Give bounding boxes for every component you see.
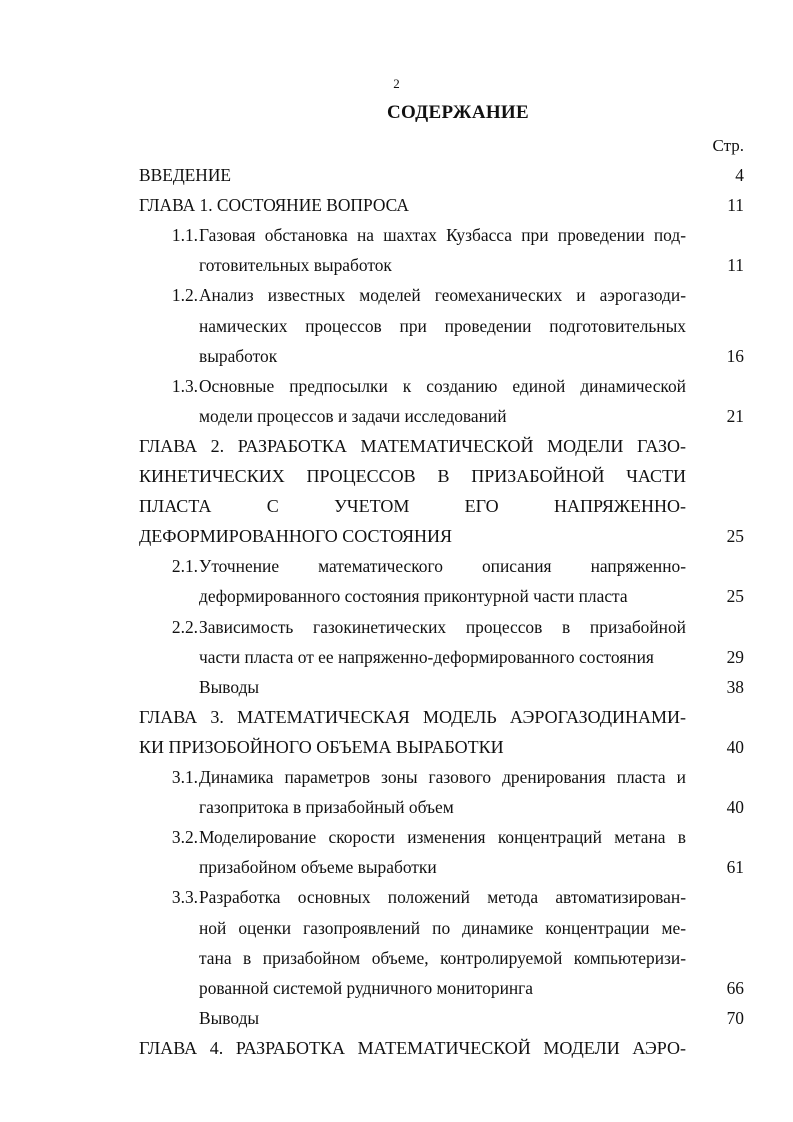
toc-entry-text: Динамика параметров зоны газового дренирования пласта и [199, 767, 686, 787]
toc-entry-text: Основные предпосылки к созданию единой динамической [199, 375, 686, 396]
toc-entry-number: 2.1. [171, 556, 198, 577]
toc-entry-text: ДЕФОРМИРОВАННОГО СОСТОЯНИЯ [139, 526, 452, 547]
toc-entry [0, 732, 793, 762]
toc-entry-text: намических процессов при проведении подготовительных [199, 315, 686, 336]
toc-entry-page: 25 [726, 526, 744, 547]
toc-entry [0, 702, 793, 732]
toc-entry-text: ПЛАСТА С УЧЕТОМ ЕГО НАПРЯЖЕННО- [139, 496, 686, 517]
toc-entry-text: части пласта от ее напряженно-деформированного состояния [199, 646, 654, 667]
toc-entry-page: 70 [726, 1007, 744, 1028]
toc-entry-text: готовительных выработок [199, 255, 392, 276]
page-number: 2 [393, 76, 400, 91]
toc-entry-text: ВВЕДЕНИЕ [139, 165, 232, 185]
toc-entry [0, 311, 793, 341]
toc-entry-page: 61 [726, 857, 744, 878]
page-column-header: Стр. [712, 136, 744, 155]
toc-entry-page: 21 [726, 405, 744, 426]
toc-entry-page: 4 [735, 165, 744, 185]
toc-entry-page: 29 [726, 646, 744, 667]
toc-entry-page: 16 [726, 345, 744, 366]
toc-entry-page: 40 [726, 797, 744, 818]
toc-entry-text: Газовая обстановка на шахтах Кузбасса при проведении под- [199, 225, 686, 246]
toc-entry [0, 1003, 793, 1033]
toc-entry [0, 822, 793, 852]
toc-entry [0, 190, 793, 220]
toc-entry-page: 40 [726, 736, 744, 757]
toc-entry-text: деформированного состояния приконтурной части пласта [199, 586, 628, 607]
toc-entry-page: 66 [726, 977, 744, 998]
toc-entry-text: ГЛАВА 2. РАЗРАБОТКА МАТЕМАТИЧЕСКОЙ МОДЕЛИ ГАЗО- [139, 435, 686, 456]
toc-entry-text: КИ ПРИЗОБОЙНОГО ОБЪЕМА ВЫРАБОТКИ [139, 736, 504, 757]
toc-entry-text: Разработка основных положений метода автоматизирован- [199, 887, 686, 908]
toc-entry-text: Зависимость газокинетических процессов в призабойной [199, 616, 686, 637]
toc-entry [0, 792, 793, 822]
toc-entry [0, 280, 793, 310]
toc-entry [0, 612, 793, 642]
toc-entry-text: Моделирование скорости изменения концентраций метана в [199, 827, 686, 848]
toc-entry [0, 401, 793, 431]
toc-entry [0, 581, 793, 611]
toc-entry [0, 973, 793, 1003]
toc-entry-text: призабойном объеме выработки [199, 857, 437, 878]
toc-entry-text: модели процессов и задачи исследований [199, 405, 507, 426]
toc-entry-text: газопритока в призабойный объем [199, 797, 454, 818]
toc-entry-text: Выводы [199, 676, 260, 697]
toc-entry [0, 882, 793, 912]
toc-entry [0, 913, 793, 943]
toc-entry [0, 160, 793, 190]
toc-entry-number: 2.2. [171, 616, 198, 637]
toc-entry [0, 371, 793, 401]
toc-entry-page: 25 [726, 586, 744, 607]
toc-entry-text: Выводы [199, 1007, 260, 1028]
toc-entry-page: 11 [727, 255, 744, 276]
toc-entry [0, 551, 793, 581]
toc-entry-page: 11 [727, 195, 744, 216]
toc-entry [0, 672, 793, 702]
toc-entry-text: ной оценки газопроявлений по динамике концентрации ме- [199, 917, 686, 938]
toc-entry-text: выработок [199, 345, 278, 366]
toc-entry-number: 1.1. [171, 225, 198, 246]
toc-entry [0, 1033, 793, 1063]
toc-entry-text: Анализ известных моделей геомеханических и аэрогазоди- [199, 285, 686, 306]
toc-entry-number: 3.1. [171, 767, 198, 787]
toc-entry [0, 431, 793, 461]
toc-entry-text: ГЛАВА 1. СОСТОЯНИЕ ВОПРОСА [139, 195, 409, 216]
toc-entry [0, 461, 793, 491]
toc-entry-number: 1.3. [171, 375, 198, 396]
toc-entry [0, 642, 793, 672]
toc-entry-text: рованной системой рудничного мониторинга [199, 977, 534, 998]
toc-entry [0, 943, 793, 973]
toc-entry [0, 220, 793, 250]
toc-entry [0, 521, 793, 551]
toc-entry-number: 1.2. [171, 285, 198, 306]
toc-entry-page: 38 [726, 676, 744, 697]
toc-entry-text: ГЛАВА 4. РАЗРАБОТКА МАТЕМАТИЧЕСКОЙ МОДЕЛИ АЭРО- [139, 1037, 686, 1058]
toc-entry-text: ГЛАВА 3. МАТЕМАТИЧЕСКАЯ МОДЕЛЬ АЭРОГАЗОДИНАМИ- [139, 706, 686, 727]
toc-entry [0, 491, 793, 521]
toc-entry [0, 762, 793, 792]
toc-entry-number: 3.2. [171, 827, 198, 848]
toc-entry-text: Уточнение математического описания напряженно- [199, 556, 686, 577]
toc-entry-number: 3.3. [171, 887, 198, 908]
page-title: СОДЕРЖАНИЕ [387, 102, 529, 123]
toc-entry [0, 250, 793, 280]
toc-entry-text: КИНЕТИЧЕСКИХ ПРОЦЕССОВ В ПРИЗАБОЙНОЙ ЧАСТИ [139, 466, 686, 486]
toc-entry [0, 852, 793, 882]
toc-entry-text: тана в призабойном объеме, контролируемой компьютеризи- [199, 947, 686, 968]
toc-entry [0, 341, 793, 371]
